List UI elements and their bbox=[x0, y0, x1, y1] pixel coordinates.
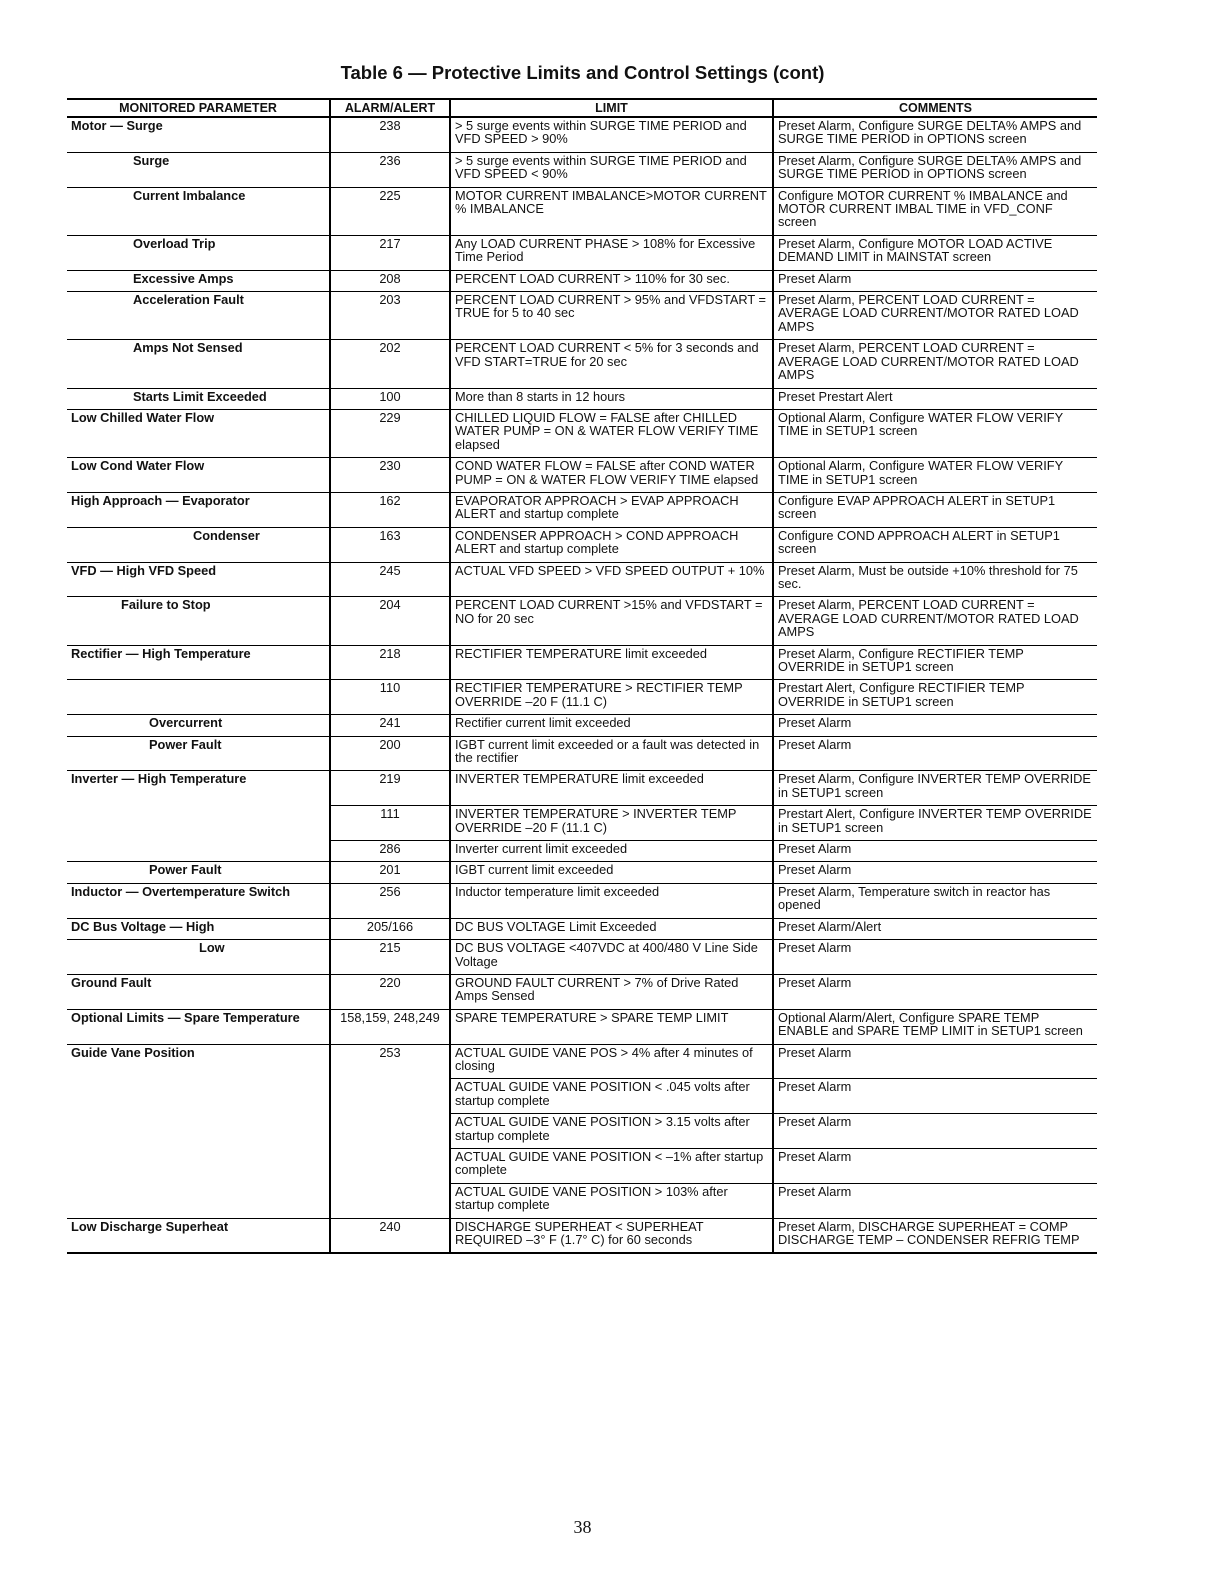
comments-cell: Optional Alarm/Alert, Configure SPARE TEMP ENABLE and SPARE TEMP LIMIT in SETUP1 screen bbox=[773, 1009, 1097, 1044]
param-cell: Power Fault bbox=[67, 736, 330, 771]
table-row bbox=[67, 270, 1097, 291]
limit-cell: ACTUAL GUIDE VANE POS > 4% after 4 minutes of closing bbox=[450, 1044, 773, 1079]
comments-cell: Preset Alarm bbox=[773, 1148, 1097, 1183]
table-row bbox=[67, 862, 1097, 883]
limit-cell: CONDENSER APPROACH > COND APPROACH ALERT and startup complete bbox=[450, 527, 773, 562]
comments-cell: Preset Alarm bbox=[773, 1079, 1097, 1114]
limit-cell: MOTOR CURRENT IMBALANCE>MOTOR CURRENT % IMBALANCE bbox=[450, 187, 773, 235]
code-cell bbox=[330, 1114, 450, 1149]
header-alarm-alert: ALARM/ALERT bbox=[330, 99, 450, 117]
table-row bbox=[67, 492, 1097, 527]
limit-cell: Inductor temperature limit exceeded bbox=[450, 883, 773, 918]
comments-cell: Configure COND APPROACH ALERT in SETUP1 screen bbox=[773, 527, 1097, 562]
comments-cell: Preset Alarm, DISCHARGE SUPERHEAT = COMP DISCHARGE TEMP – CONDENSER REFRIG TEMP bbox=[773, 1218, 1097, 1253]
param-cell: Overcurrent bbox=[67, 715, 330, 736]
comments-cell: Preset Alarm/Alert bbox=[773, 918, 1097, 939]
param-cell: DC Bus Voltage — High bbox=[67, 918, 330, 939]
protective-limits-table bbox=[67, 98, 1097, 1254]
table-row bbox=[67, 1079, 1097, 1114]
limit-cell: INVERTER TEMPERATURE limit exceeded bbox=[450, 771, 773, 806]
param-cell: Acceleration Fault bbox=[67, 292, 330, 340]
code-cell: 218 bbox=[330, 645, 450, 680]
limit-cell: PERCENT LOAD CURRENT > 110% for 30 sec. bbox=[450, 270, 773, 291]
comments-cell: Optional Alarm, Configure WATER FLOW VERIFY TIME in SETUP1 screen bbox=[773, 458, 1097, 493]
comments-cell: Preset Alarm bbox=[773, 862, 1097, 883]
table-row bbox=[67, 409, 1097, 457]
code-cell: 162 bbox=[330, 492, 450, 527]
code-cell: 110 bbox=[330, 680, 450, 715]
comments-cell: Prestart Alert, Configure RECTIFIER TEMP OVERRIDE in SETUP1 screen bbox=[773, 680, 1097, 715]
table-title: Table 6 — Protective Limits and Control Settings (cont) bbox=[340, 62, 825, 83]
param-cell: VFD — High VFD Speed bbox=[67, 562, 330, 597]
param-cell: Failure to Stop bbox=[67, 597, 330, 645]
param-cell: Condenser bbox=[67, 527, 330, 562]
table-row bbox=[67, 117, 1097, 152]
code-cell: 205/166 bbox=[330, 918, 450, 939]
comments-cell: Preset Alarm bbox=[773, 841, 1097, 862]
param-cell: Surge bbox=[67, 152, 330, 187]
comments-cell: Preset Alarm bbox=[773, 1044, 1097, 1079]
param-cell: Low Cond Water Flow bbox=[67, 458, 330, 493]
limit-cell: ACTUAL GUIDE VANE POSITION > 3.15 volts after startup complete bbox=[450, 1114, 773, 1149]
comments-cell: Preset Alarm bbox=[773, 1114, 1097, 1149]
code-cell: 219 bbox=[330, 771, 450, 806]
comments-cell: Preset Alarm bbox=[773, 974, 1097, 1009]
comments-cell: Preset Alarm bbox=[773, 1183, 1097, 1218]
param-cell: Overload Trip bbox=[67, 235, 330, 270]
code-cell: 286 bbox=[330, 841, 450, 862]
param-cell bbox=[67, 680, 330, 715]
limit-cell: Rectifier current limit exceeded bbox=[450, 715, 773, 736]
table-row bbox=[67, 680, 1097, 715]
comments-cell: Optional Alarm, Configure WATER FLOW VERIFY TIME in SETUP1 screen bbox=[773, 409, 1097, 457]
table-row bbox=[67, 736, 1097, 771]
code-cell bbox=[330, 1183, 450, 1218]
comments-cell: Preset Prestart Alert bbox=[773, 388, 1097, 409]
param-cell: Current Imbalance bbox=[67, 187, 330, 235]
param-cell: Excessive Amps bbox=[67, 270, 330, 291]
code-cell: 253 bbox=[330, 1044, 450, 1079]
header-monitored-parameter: MONITORED PARAMETER bbox=[67, 99, 330, 117]
code-cell: 238 bbox=[330, 117, 450, 152]
code-cell: 208 bbox=[330, 270, 450, 291]
code-cell bbox=[330, 1148, 450, 1183]
param-cell: Low bbox=[67, 940, 330, 975]
table-row bbox=[67, 1114, 1097, 1149]
limit-cell: Inverter current limit exceeded bbox=[450, 841, 773, 862]
param-cell: Ground Fault bbox=[67, 974, 330, 1009]
limit-cell: PERCENT LOAD CURRENT < 5% for 3 seconds and VFD START=TRUE for 20 sec bbox=[450, 340, 773, 388]
table-row bbox=[67, 1218, 1097, 1253]
param-cell bbox=[67, 1079, 330, 1114]
header-comments: COMMENTS bbox=[773, 99, 1097, 117]
limit-cell: EVAPORATOR APPROACH > EVAP APPROACH ALERT and startup complete bbox=[450, 492, 773, 527]
table-row bbox=[67, 340, 1097, 388]
code-cell: 256 bbox=[330, 883, 450, 918]
limit-cell: More than 8 starts in 12 hours bbox=[450, 388, 773, 409]
comments-cell: Preset Alarm, Configure MOTOR LOAD ACTIVE DEMAND LIMIT in MAINSTAT screen bbox=[773, 235, 1097, 270]
code-cell: 245 bbox=[330, 562, 450, 597]
table-row bbox=[67, 715, 1097, 736]
code-cell: 200 bbox=[330, 736, 450, 771]
comments-cell: Preset Alarm bbox=[773, 715, 1097, 736]
table-row bbox=[67, 1044, 1097, 1079]
table-row bbox=[67, 1009, 1097, 1044]
limit-cell: SPARE TEMPERATURE > SPARE TEMP LIMIT bbox=[450, 1009, 773, 1044]
limit-cell: > 5 surge events within SURGE TIME PERIOD and VFD SPEED < 90% bbox=[450, 152, 773, 187]
table-row bbox=[67, 771, 1097, 806]
limit-cell: Any LOAD CURRENT PHASE > 108% for Excessive Time Period bbox=[450, 235, 773, 270]
param-cell: Low Discharge Superheat bbox=[67, 1218, 330, 1253]
comments-cell: Preset Alarm bbox=[773, 940, 1097, 975]
param-cell: High Approach — Evaporator bbox=[67, 492, 330, 527]
comments-cell: Configure MOTOR CURRENT % IMBALANCE and MOTOR CURRENT IMBAL TIME in VFD_CONF screen bbox=[773, 187, 1097, 235]
code-cell: 201 bbox=[330, 862, 450, 883]
code-cell: 100 bbox=[330, 388, 450, 409]
limit-cell: RECTIFIER TEMPERATURE limit exceeded bbox=[450, 645, 773, 680]
table-row bbox=[67, 597, 1097, 645]
comments-cell: Preset Alarm, PERCENT LOAD CURRENT = AVERAGE LOAD CURRENT/MOTOR RATED LOAD AMPS bbox=[773, 340, 1097, 388]
limit-cell: GROUND FAULT CURRENT > 7% of Drive Rated Amps Sensed bbox=[450, 974, 773, 1009]
limit-cell: DC BUS VOLTAGE Limit Exceeded bbox=[450, 918, 773, 939]
table-row bbox=[67, 152, 1097, 187]
limit-cell: DISCHARGE SUPERHEAT < SUPERHEAT REQUIRED –3° F (1.7° C) for 60 seconds bbox=[450, 1218, 773, 1253]
limit-cell: IGBT current limit exceeded or a fault was detected in the rectifier bbox=[450, 736, 773, 771]
table-row bbox=[67, 645, 1097, 680]
comments-cell: Preset Alarm, PERCENT LOAD CURRENT = AVERAGE LOAD CURRENT/MOTOR RATED LOAD AMPS bbox=[773, 292, 1097, 340]
code-cell: 241 bbox=[330, 715, 450, 736]
table-row bbox=[67, 806, 1097, 841]
param-cell: Amps Not Sensed bbox=[67, 340, 330, 388]
limit-cell: ACTUAL VFD SPEED > VFD SPEED OUTPUT + 10% bbox=[450, 562, 773, 597]
limit-cell: PERCENT LOAD CURRENT >15% and VFDSTART = NO for 20 sec bbox=[450, 597, 773, 645]
param-cell: Rectifier — High Temperature bbox=[67, 645, 330, 680]
param-cell: Inductor — Overtemperature Switch bbox=[67, 883, 330, 918]
table-row bbox=[67, 918, 1097, 939]
code-cell: 230 bbox=[330, 458, 450, 493]
header-row bbox=[67, 99, 1097, 117]
comments-cell: Configure EVAP APPROACH ALERT in SETUP1 screen bbox=[773, 492, 1097, 527]
limit-cell: DC BUS VOLTAGE <407VDC at 400/480 V Line Side Voltage bbox=[450, 940, 773, 975]
param-cell: Low Chilled Water Flow bbox=[67, 409, 330, 457]
comments-cell: Preset Alarm, Configure SURGE DELTA% AMPS and SURGE TIME PERIOD in OPTIONS screen bbox=[773, 117, 1097, 152]
comments-cell: Preset Alarm, Configure RECTIFIER TEMP OVERRIDE in SETUP1 screen bbox=[773, 645, 1097, 680]
comments-cell: Preset Alarm bbox=[773, 736, 1097, 771]
code-cell: 111 bbox=[330, 806, 450, 841]
code-cell: 215 bbox=[330, 940, 450, 975]
param-cell bbox=[67, 1114, 330, 1149]
header-limit: LIMIT bbox=[450, 99, 773, 117]
param-cell: Power Fault bbox=[67, 862, 330, 883]
code-cell bbox=[330, 1079, 450, 1114]
code-cell: 204 bbox=[330, 597, 450, 645]
param-cell: Guide Vane Position bbox=[67, 1044, 330, 1079]
param-cell bbox=[67, 841, 330, 862]
param-cell bbox=[67, 806, 330, 841]
param-cell: Inverter — High Temperature bbox=[67, 771, 330, 806]
limit-cell: CHILLED LIQUID FLOW = FALSE after CHILLED WATER PUMP = ON & WATER FLOW VERIFY TIME elapsed bbox=[450, 409, 773, 457]
limit-cell: COND WATER FLOW = FALSE after COND WATER PUMP = ON & WATER FLOW VERIFY TIME elapsed bbox=[450, 458, 773, 493]
limit-cell: ACTUAL GUIDE VANE POSITION < .045 volts after startup complete bbox=[450, 1079, 773, 1114]
param-cell: Optional Limits — Spare Temperature bbox=[67, 1009, 330, 1044]
code-cell: 236 bbox=[330, 152, 450, 187]
code-cell: 203 bbox=[330, 292, 450, 340]
limit-cell: ACTUAL GUIDE VANE POSITION > 103% after startup complete bbox=[450, 1183, 773, 1218]
table-row bbox=[67, 562, 1097, 597]
comments-cell: Preset Alarm, Temperature switch in reactor has opened bbox=[773, 883, 1097, 918]
code-cell: 240 bbox=[330, 1218, 450, 1253]
limit-cell: ACTUAL GUIDE VANE POSITION < –1% after startup complete bbox=[450, 1148, 773, 1183]
table-row bbox=[67, 187, 1097, 235]
code-cell: 163 bbox=[330, 527, 450, 562]
table-row bbox=[67, 292, 1097, 340]
limit-cell: INVERTER TEMPERATURE > INVERTER TEMP OVERRIDE –20 F (11.1 C) bbox=[450, 806, 773, 841]
param-cell bbox=[67, 1183, 330, 1218]
table-row bbox=[67, 1183, 1097, 1218]
limit-cell: > 5 surge events within SURGE TIME PERIOD and VFD SPEED > 90% bbox=[450, 117, 773, 152]
comments-cell: Preset Alarm, Must be outside +10% threshold for 75 sec. bbox=[773, 562, 1097, 597]
table-row bbox=[67, 1148, 1097, 1183]
page-number: 38 bbox=[573, 1517, 592, 1537]
code-cell: 158,159, 248,249 bbox=[330, 1009, 450, 1044]
table-row bbox=[67, 527, 1097, 562]
table-row bbox=[67, 974, 1097, 1009]
code-cell: 202 bbox=[330, 340, 450, 388]
param-cell: Starts Limit Exceeded bbox=[67, 388, 330, 409]
code-cell: 217 bbox=[330, 235, 450, 270]
comments-cell: Preset Alarm, PERCENT LOAD CURRENT = AVERAGE LOAD CURRENT/MOTOR RATED LOAD AMPS bbox=[773, 597, 1097, 645]
table-row bbox=[67, 458, 1097, 493]
param-cell bbox=[67, 1148, 330, 1183]
table-row bbox=[67, 940, 1097, 975]
comments-cell: Preset Alarm bbox=[773, 270, 1097, 291]
table-row bbox=[67, 883, 1097, 918]
code-cell: 225 bbox=[330, 187, 450, 235]
limit-cell: IGBT current limit exceeded bbox=[450, 862, 773, 883]
limit-cell: PERCENT LOAD CURRENT > 95% and VFDSTART = TRUE for 5 to 40 sec bbox=[450, 292, 773, 340]
comments-cell: Preset Alarm, Configure INVERTER TEMP OVERRIDE in SETUP1 screen bbox=[773, 771, 1097, 806]
limit-cell: RECTIFIER TEMPERATURE > RECTIFIER TEMP OVERRIDE –20 F (11.1 C) bbox=[450, 680, 773, 715]
code-cell: 229 bbox=[330, 409, 450, 457]
code-cell: 220 bbox=[330, 974, 450, 1009]
table-row bbox=[67, 841, 1097, 862]
param-cell: Motor — Surge bbox=[67, 117, 330, 152]
table-row bbox=[67, 388, 1097, 409]
comments-cell: Prestart Alert, Configure INVERTER TEMP OVERRIDE in SETUP1 screen bbox=[773, 806, 1097, 841]
table-row bbox=[67, 235, 1097, 270]
comments-cell: Preset Alarm, Configure SURGE DELTA% AMPS and SURGE TIME PERIOD in OPTIONS screen bbox=[773, 152, 1097, 187]
